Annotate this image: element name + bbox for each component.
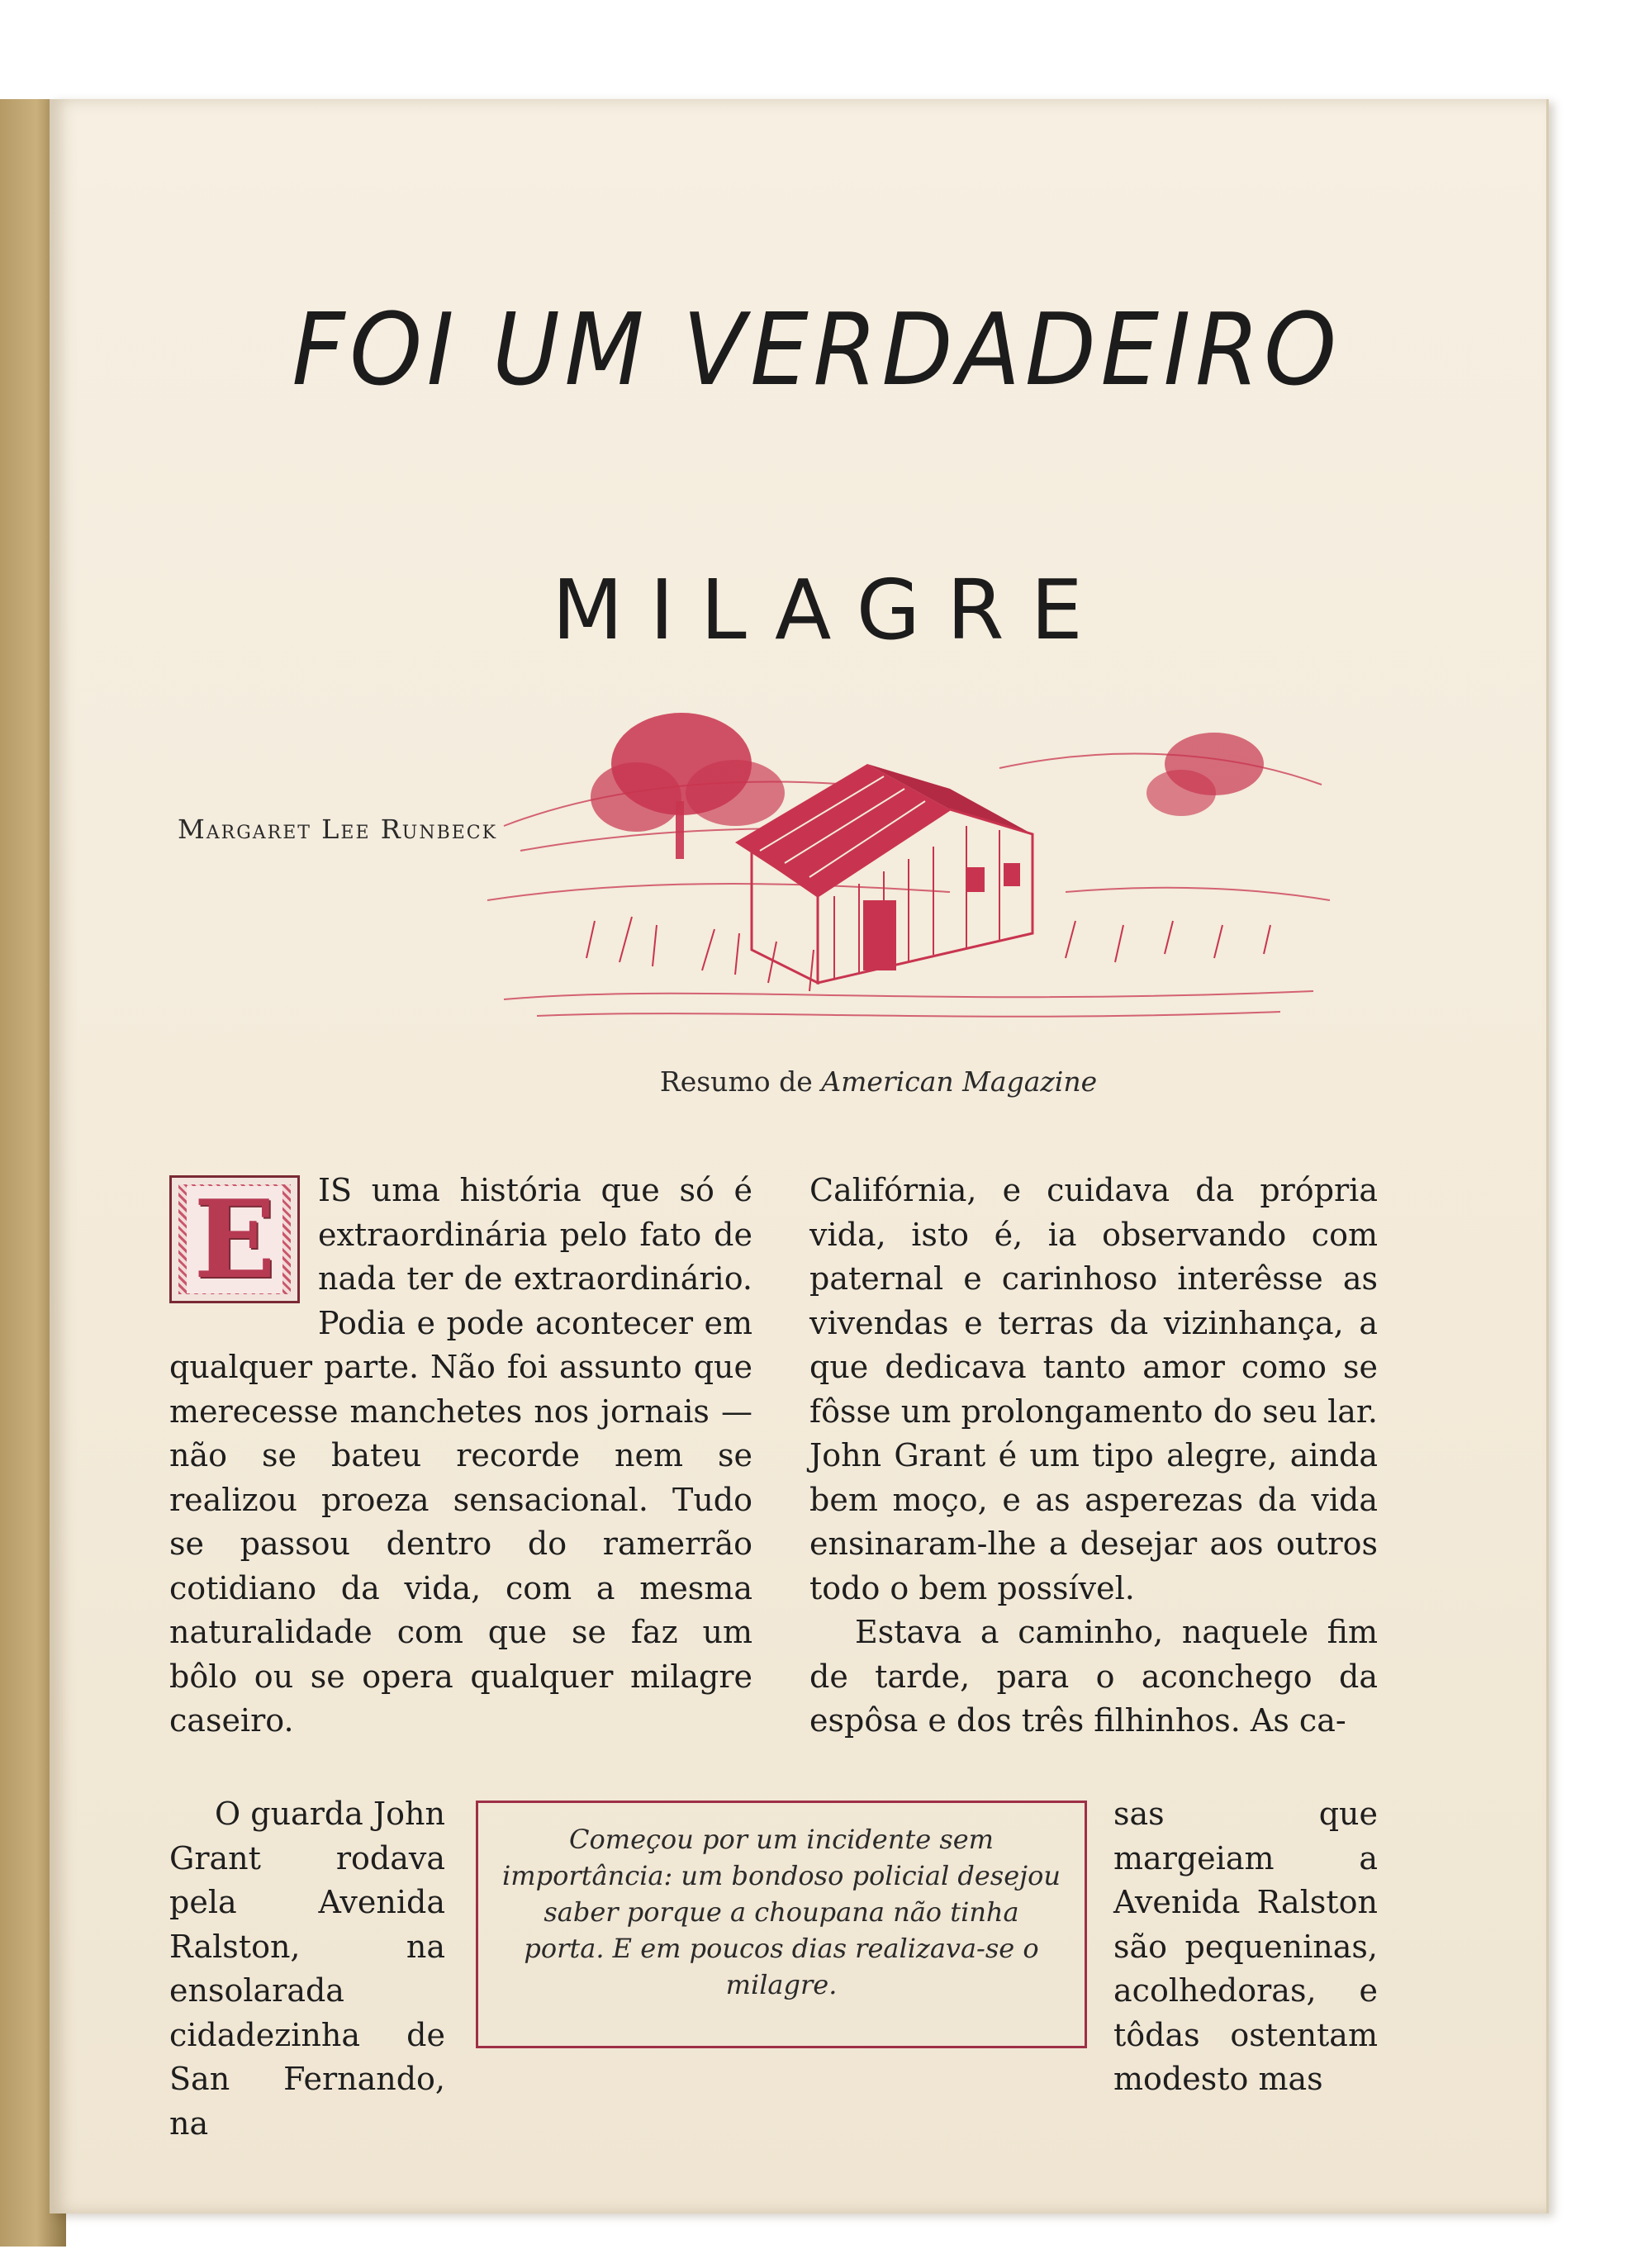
- column-2-lower: [1113, 1792, 1378, 2102]
- pull-quote-box: [476, 1801, 1087, 2048]
- paragraph-2: O guarda John Grant rodava pela Avenida Ralston, na ensolarada cidadezinha de San Fernando, na: [169, 1796, 445, 2142]
- pull-quote-text: Começou por um incidente sem importância: um bondoso policial desejou saber porque a choupana não tinha porta. E em poucos dias realizava-se o milagre.: [502, 1824, 1061, 2000]
- source-publication: American Magazine: [821, 1065, 1098, 1098]
- author-byline: Margaret Lee Runbeck: [178, 814, 498, 845]
- title-line-2: MILAGRE: [552, 562, 1109, 658]
- paragraph-4-continued: sas que margeiam a Avenida Ralston são pequeninas, acolhedoras, e tôdas ostentam modesto mas: [1113, 1796, 1378, 2097]
- drop-cap: [169, 1175, 300, 1303]
- cottage-illustration: [487, 686, 1338, 1049]
- source-attribution: [0, 1065, 1633, 1098]
- paragraph-3: Califórnia, e cuidava da própria vida, isto é, ia observando com paternal e carinhoso interêsse as vivendas e terras da vizinhança, a que dedicava tanto amor como se fôsse um prolongamento do seu lar. John Grant é um tipo alegre, ainda bem moço, e as asperezas da vida ensinaram-lhe a desejar aos outros todo o bem possível.: [809, 1172, 1378, 1606]
- paragraph-4: Estava a caminho, naquele fim de tarde, para o aconchego da espôsa e dos três filhinhos. As ca-: [809, 1614, 1378, 1739]
- source-prefix: Resumo de: [659, 1065, 813, 1098]
- column-1-lower: [169, 1792, 445, 2146]
- column-1: [169, 1169, 752, 1744]
- paragraph-1: IS uma história que só é extraordinária pelo fato de nada ter de extraordinário. Podia e pode acontecer em qualquer parte. Não foi assunto que merecesse manchetes nos jornais — não se bateu recorde nem se realizou proeza sensacional. Tudo se passou dentro do ramerrão cotidiano da vida, com a mesma naturalidade com que se faz um bôlo ou se opera qualquer milagre caseiro.: [169, 1172, 752, 1739]
- column-2: [809, 1169, 1378, 1744]
- title-line-1: FOI UM VERDADEIRO: [292, 293, 1341, 408]
- drop-cap-letter: E: [187, 1186, 282, 1293]
